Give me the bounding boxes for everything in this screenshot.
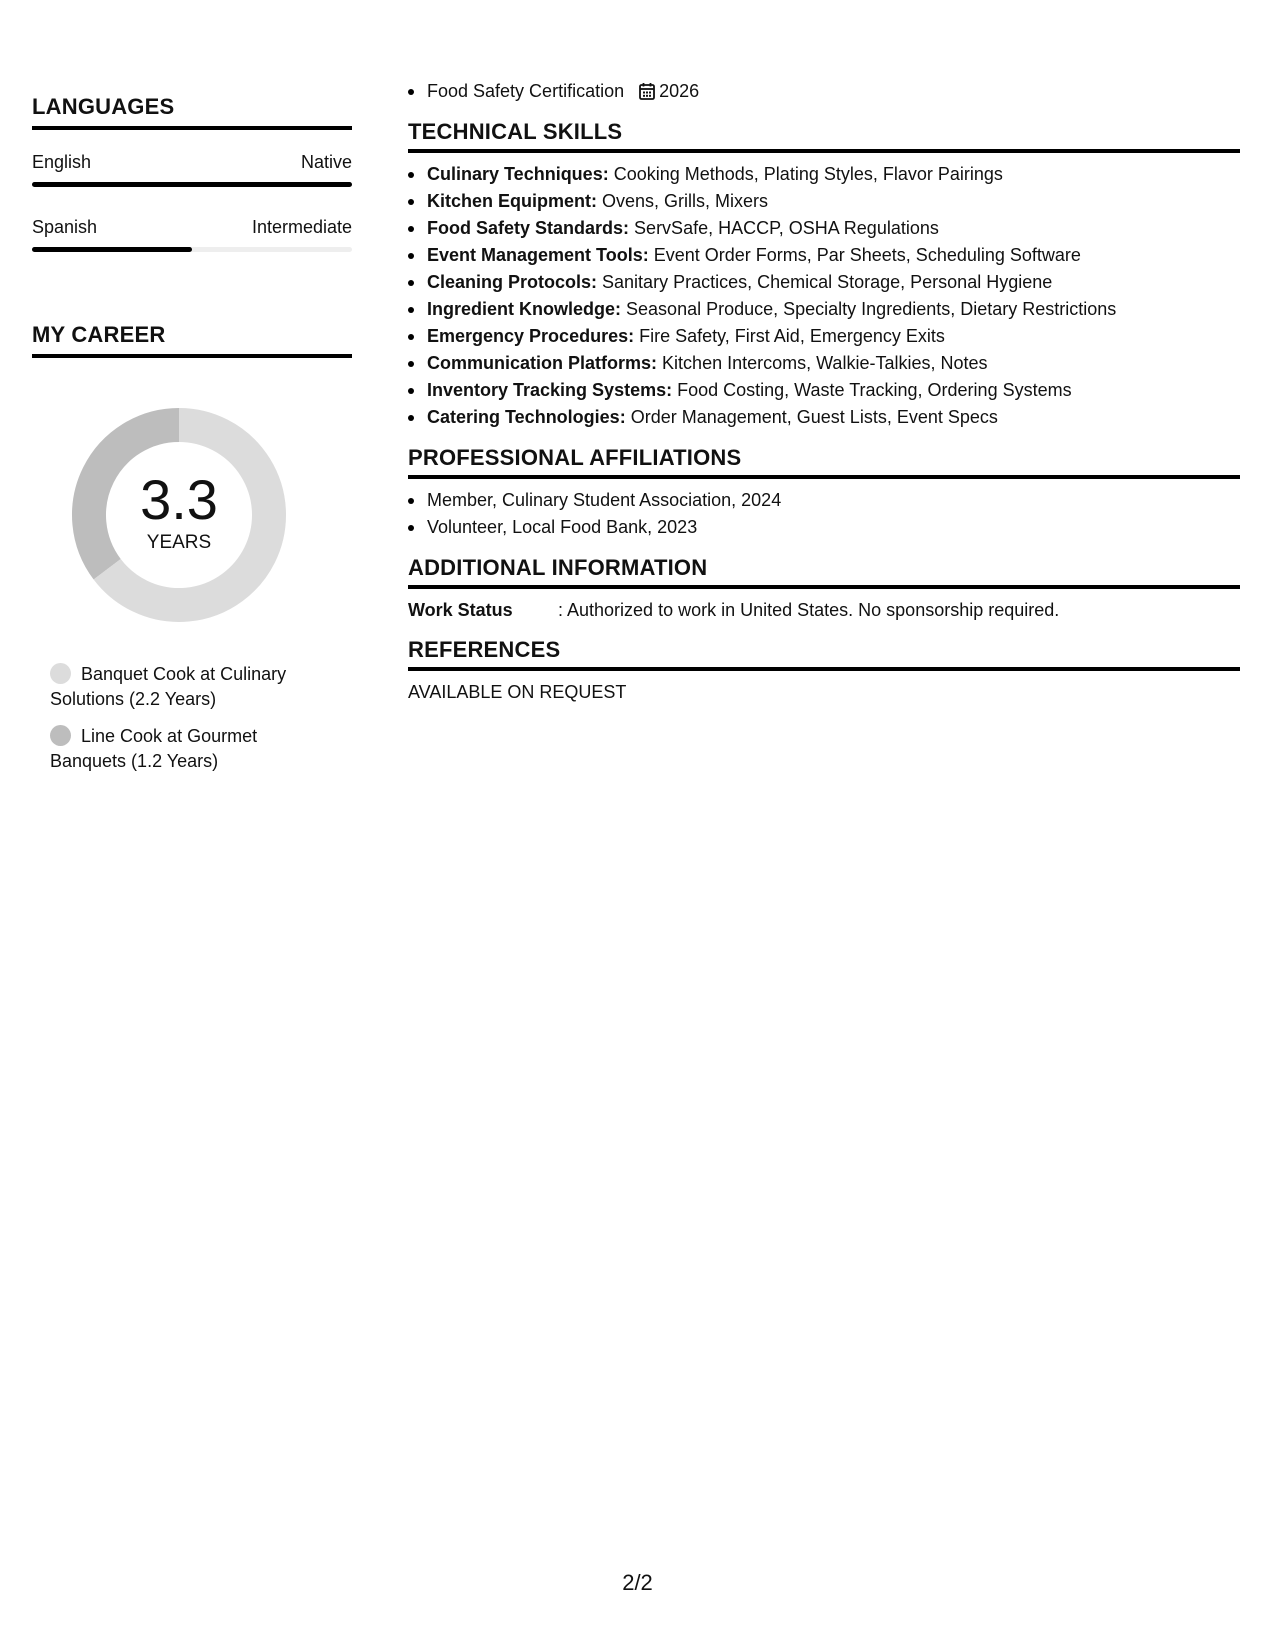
technical-skills-section [408, 119, 1240, 431]
skill-value: ServSafe, HACCP, OSHA Regulations [634, 218, 939, 238]
language-item-english [32, 152, 352, 187]
skill-value: Kitchen Intercoms, Walkie-Talkies, Notes [662, 353, 988, 373]
skill-label: Emergency Procedures: [427, 326, 635, 346]
certification-year: 2026 [659, 81, 700, 101]
language-proficiency-bar [32, 247, 352, 252]
skill-item [408, 404, 1240, 431]
work-status-label: Work Status [408, 600, 513, 620]
language-level: Native [300, 152, 352, 172]
legend-dot-icon [50, 725, 71, 746]
language-name: Spanish [32, 217, 98, 237]
language-proficiency-bar [32, 182, 352, 187]
legend-label: Line Cook at Gourmet Banquets (1.2 Years) [50, 726, 258, 771]
legend-label: Banquet Cook at Culinary Solutions (2.2 Years) [50, 664, 287, 709]
affiliation-item: Volunteer, Local Food Bank, 2023 [408, 514, 1240, 541]
language-proficiency-fill [32, 247, 192, 252]
skill-label: Catering Technologies: [427, 407, 626, 427]
legend-item [50, 724, 332, 774]
skill-value: Cooking Methods, Plating Styles, Flavor Pairings [613, 164, 1003, 184]
skill-value: Ovens, Grills, Mixers [602, 191, 769, 211]
skill-value: Seasonal Produce, Specialty Ingredients, Dietary Restrictions [626, 299, 1117, 319]
skill-label: Communication Platforms: [427, 353, 658, 373]
skill-value: Sanitary Practices, Chemical Storage, Personal Hygiene [602, 272, 1053, 292]
certification-item [408, 78, 1240, 105]
skill-label: Event Management Tools: [427, 245, 649, 265]
additional-info-title: ADDITIONAL INFORMATION [408, 555, 1240, 589]
donut-center [66, 402, 292, 628]
language-level: Intermediate [251, 217, 352, 237]
skill-label: Culinary Techniques: [427, 164, 609, 184]
legend-item [50, 662, 332, 712]
technical-skills-title: TECHNICAL SKILLS [408, 119, 1240, 153]
skill-item [408, 242, 1240, 269]
affiliations-title: PROFESSIONAL AFFILIATIONS [408, 445, 1240, 479]
skill-label: Cleaning Protocols: [427, 272, 598, 292]
legend-dot-icon [50, 663, 71, 684]
additional-info-section [408, 555, 1240, 623]
career-section [32, 322, 352, 774]
career-total-value: 3.3 [140, 468, 218, 531]
skill-value: Food Costing, Waste Tracking, Ordering Systems [677, 380, 1072, 400]
skill-label: Ingredient Knowledge: [427, 299, 622, 319]
affiliations-list [408, 487, 1240, 541]
skill-item [408, 269, 1240, 296]
career-legend [32, 662, 332, 774]
references-title: REFERENCES [408, 637, 1240, 671]
certifications-list [408, 78, 1240, 105]
skill-value: Order Management, Guest Lists, Event Specs [630, 407, 998, 427]
skill-item [408, 161, 1240, 188]
language-proficiency-fill [32, 182, 352, 187]
skill-item [408, 188, 1240, 215]
career-total-unit: YEARS [146, 532, 212, 553]
work-status-row [408, 597, 1240, 623]
skill-value: Event Order Forms, Par Sheets, Scheduling Software [653, 245, 1081, 265]
right-column [408, 78, 1240, 705]
skill-item [408, 377, 1240, 404]
page-number: 2/2 [622, 1570, 653, 1595]
skill-value: Fire Safety, First Aid, Emergency Exits [639, 326, 945, 346]
skill-label: Inventory Tracking Systems: [427, 380, 673, 400]
skill-item [408, 323, 1240, 350]
skill-item [408, 296, 1240, 323]
affiliation-item: Member, Culinary Student Association, 2024 [408, 487, 1240, 514]
skill-item [408, 350, 1240, 377]
language-item-spanish [32, 217, 352, 252]
career-donut-chart [66, 402, 292, 628]
work-status-value: : Authorized to work in United States. No sponsorship required. [558, 600, 1060, 620]
left-column [32, 94, 352, 774]
certification-name: Food Safety Certification [427, 81, 625, 101]
career-title: MY CAREER [32, 322, 352, 358]
technical-skills-list [408, 161, 1240, 431]
references-section [408, 637, 1240, 705]
skill-label: Food Safety Standards: [427, 218, 630, 238]
affiliations-section [408, 445, 1240, 541]
language-name: English [32, 152, 92, 172]
calendar-icon [639, 82, 655, 100]
references-text: AVAILABLE ON REQUEST [408, 682, 627, 702]
skill-label: Kitchen Equipment: [427, 191, 597, 211]
skill-item [408, 215, 1240, 242]
languages-title: LANGUAGES [32, 94, 352, 130]
